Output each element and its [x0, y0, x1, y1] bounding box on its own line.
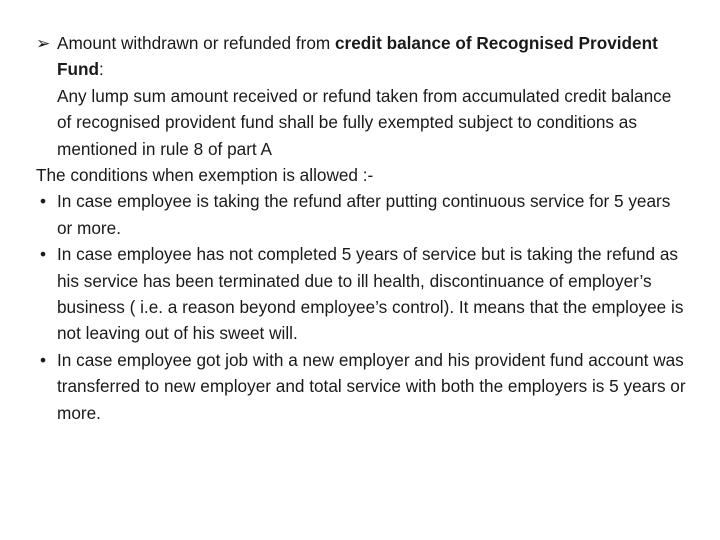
- heading-tail-text: :: [99, 59, 104, 80]
- condition-bullet-2: [36, 241, 686, 347]
- bullet-dot-icon: •: [40, 244, 47, 265]
- heading-bold-text: credit balance of Recognised Provident Fund: [57, 33, 658, 80]
- arrowhead-bullet-icon: ➢: [36, 33, 51, 53]
- condition-text-2: In case employee has not completed 5 years of service but is taking the refund as his service has been terminated due to ill health, discontinuance of employer’s business ( i.e. a reason beyond employee’s control). It means that the employee is not leaving out of his sweet will.: [57, 244, 684, 344]
- heading-item: [36, 30, 686, 83]
- bullet-dot-icon: •: [40, 349, 47, 370]
- exemption-paragraph: Any lump sum amount received or refund taken from accumulated credit balance of recognised provident fund shall be fully exempted subject to conditions as mentioned in rule 8 of part A: [57, 85, 672, 159]
- condition-text-1: In case employee is taking the refund after putting continuous service for 5 years or more.: [57, 191, 671, 238]
- bullet-dot-icon: •: [40, 191, 47, 212]
- condition-text-3: In case employee got job with a new employer and his provident fund account was transferred to new employer and total service with both the employers is 5 years or more.: [57, 349, 686, 423]
- condition-bullet-3: [36, 347, 686, 426]
- conditions-intro: The conditions when exemption is allowed :-: [36, 165, 374, 186]
- slide-content: [36, 30, 686, 426]
- heading-lead-text: Amount withdrawn or refunded from: [57, 33, 335, 53]
- condition-bullet-1: [36, 188, 686, 241]
